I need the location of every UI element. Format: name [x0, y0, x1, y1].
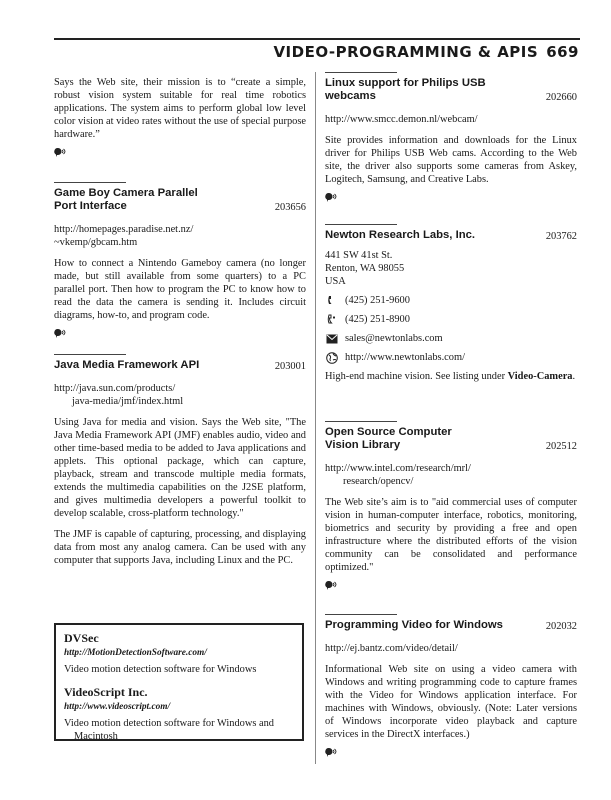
intro-entry [54, 76, 306, 158]
address-line: Renton, WA 98055 [325, 263, 405, 274]
entry-title: Newton Research Labs, Inc. [325, 229, 476, 241]
entry-title: Java Media Framework API [54, 359, 200, 371]
column-divider [315, 72, 316, 764]
entry-rule [325, 614, 397, 615]
sidebar-url[interactable]: http://www.videoscript.com/ [64, 702, 171, 712]
header-rule [54, 38, 580, 40]
fax-row [325, 313, 577, 326]
entry-review: Using Java for media and vision. Says the Web site, "The Java Media Framework API (JMF) enables audio, video and other time-based media to be added to Java applications and applets. This optional package, which can capture, playback, stream and transcode multiple media formats, extends the multimedia capabilities on the J2SE platform, and gives multimedia developers a powerful toolkit to develop scalable, cross-platform technology." [54, 417, 306, 519]
entry-code: 202032 [545, 621, 577, 632]
entry-code: 203656 [274, 202, 306, 213]
entry-title: Linux support for Philips USB [325, 77, 486, 89]
running-head [273, 43, 579, 61]
entry-review-2: The JMF is capable of capturing, processing, and displaying data from most any analog camera. Can be used with any computer that supports Java, including Linux and the PC. [54, 529, 306, 566]
review-icon [325, 192, 337, 203]
review-icon [325, 580, 337, 591]
email-icon [326, 334, 338, 344]
entry-title-line2: webcams [325, 90, 376, 102]
entry-url[interactable] [325, 462, 577, 488]
page-number: 669 [546, 43, 579, 61]
web-url[interactable]: http://www.newtonlabs.com/ [345, 352, 465, 363]
entry-title: Game Boy Camera Parallel [54, 187, 198, 199]
entry-title: Open Source Computer [325, 426, 452, 438]
entry-linux [325, 72, 577, 203]
url-line[interactable]: http://homepages.paradise.net.nz/ [54, 224, 194, 235]
entry-url[interactable]: http://www.smcc.demon.nl/webcam/ [325, 114, 478, 125]
entry-title: Programming Video for Windows [325, 619, 503, 631]
entry-rule [325, 224, 397, 225]
intro-text: Says the Web site, their mission is to “create a simple, robust vision system suitable for real time robotics applications. The system aims to perform global low level color vision at video rates without the use of special purpose hardware.” [54, 77, 306, 140]
review-icon [54, 328, 66, 339]
entry-url[interactable] [54, 223, 306, 249]
entry-rule [325, 421, 397, 422]
entry-opencv [325, 421, 577, 591]
url-line[interactable]: research/opencv/ [343, 476, 414, 487]
url-line[interactable]: ~vkemp/gbcam.htm [54, 237, 138, 248]
sidebar-desc-line: Macintosh [74, 731, 118, 742]
entry-gameboy [54, 182, 306, 339]
fax-icon [327, 314, 338, 325]
sidebar-desc: Video motion detection software for Windows [64, 664, 257, 675]
phone-icon [327, 295, 337, 306]
sidebar-desc [64, 717, 294, 743]
entry-url[interactable]: http://ej.bantz.com/video/detail/ [325, 643, 458, 654]
cross-reference-link[interactable]: Video-Camera [507, 371, 573, 382]
email-row [325, 332, 577, 345]
address [325, 249, 577, 288]
entry-code: 203001 [274, 361, 306, 372]
email-address[interactable]: sales@newtonlabs.com [345, 333, 443, 344]
url-line[interactable]: java-media/jmf/index.html [72, 396, 184, 407]
entry-url[interactable] [54, 382, 306, 408]
entry-code: 202512 [545, 441, 577, 452]
entry-title-line2: Vision Library [325, 439, 401, 451]
sidebar-url[interactable]: http://MotionDetectionSoftware.com/ [64, 648, 207, 658]
address-line: USA [325, 276, 346, 287]
review-icon [325, 747, 337, 758]
sidebar-name: DVSec [64, 631, 99, 645]
entry-rule [54, 354, 126, 355]
entry-code: 202660 [545, 92, 577, 103]
address-line: 441 SW 41st St. [325, 250, 393, 261]
web-icon [326, 352, 338, 364]
sidebar-name: VideoScript Inc. [64, 685, 148, 699]
entry-rule [325, 72, 397, 73]
phone-number[interactable]: (425) 251-9600 [345, 295, 410, 306]
section-title: VIDEO-PROGRAMMING & APIS [273, 43, 539, 61]
entry-rule [54, 182, 126, 183]
review-icon [54, 147, 66, 158]
web-row [325, 351, 577, 364]
entry-jmf [54, 354, 306, 567]
related-sites-box [54, 623, 304, 741]
url-line[interactable]: http://www.intel.com/research/mrl/ [325, 463, 471, 474]
review-text: High-end machine vision. See listing under [325, 371, 508, 382]
review-text: . [572, 371, 576, 382]
entry-review: How to connect a Nintendo Gameboy camera (no longer made, but still available from some quarters) to a PC parallel port. Then how to program the PC to know how to read the data the camera is sending it. Includes circuit diagrams, how-to, and program code. [54, 258, 306, 321]
fax-number[interactable]: (425) 251-8900 [345, 314, 410, 325]
phone-row [325, 294, 577, 307]
entry-newton [325, 224, 577, 383]
entry-pvw [325, 614, 577, 758]
entry-review [325, 370, 577, 383]
sidebar-desc-line: Video motion detection software for Windows and [64, 718, 274, 729]
entry-review: The Web site’s aim is to "aid commercial uses of computer vision in human-computer interface, robotics, monitoring, biometrics and security by providing a free and open infrastructure where the distributed efforts of the vision community can be consolidated and performance optimized." [325, 497, 577, 573]
entry-code: 203762 [545, 231, 577, 242]
entry-review: Site provides information and downloads for the Linux driver for Philips USB Web cams. According to the Web site, the driver also supports some cameras from Askey, Logitech, Samsung, and Creative Labs. [325, 135, 577, 185]
entry-title-line2: Port Interface [54, 200, 127, 212]
entry-review: Informational Web site on using a video camera with Windows and writing programming code to capture frames with the Video for Windows application interface. For machines with Windows, obviously. (Note: Later versions of Windows incorporate video playback and capture services in the DirectX interfaces.) [325, 664, 577, 740]
url-line[interactable]: http://java.sun.com/products/ [54, 383, 176, 394]
